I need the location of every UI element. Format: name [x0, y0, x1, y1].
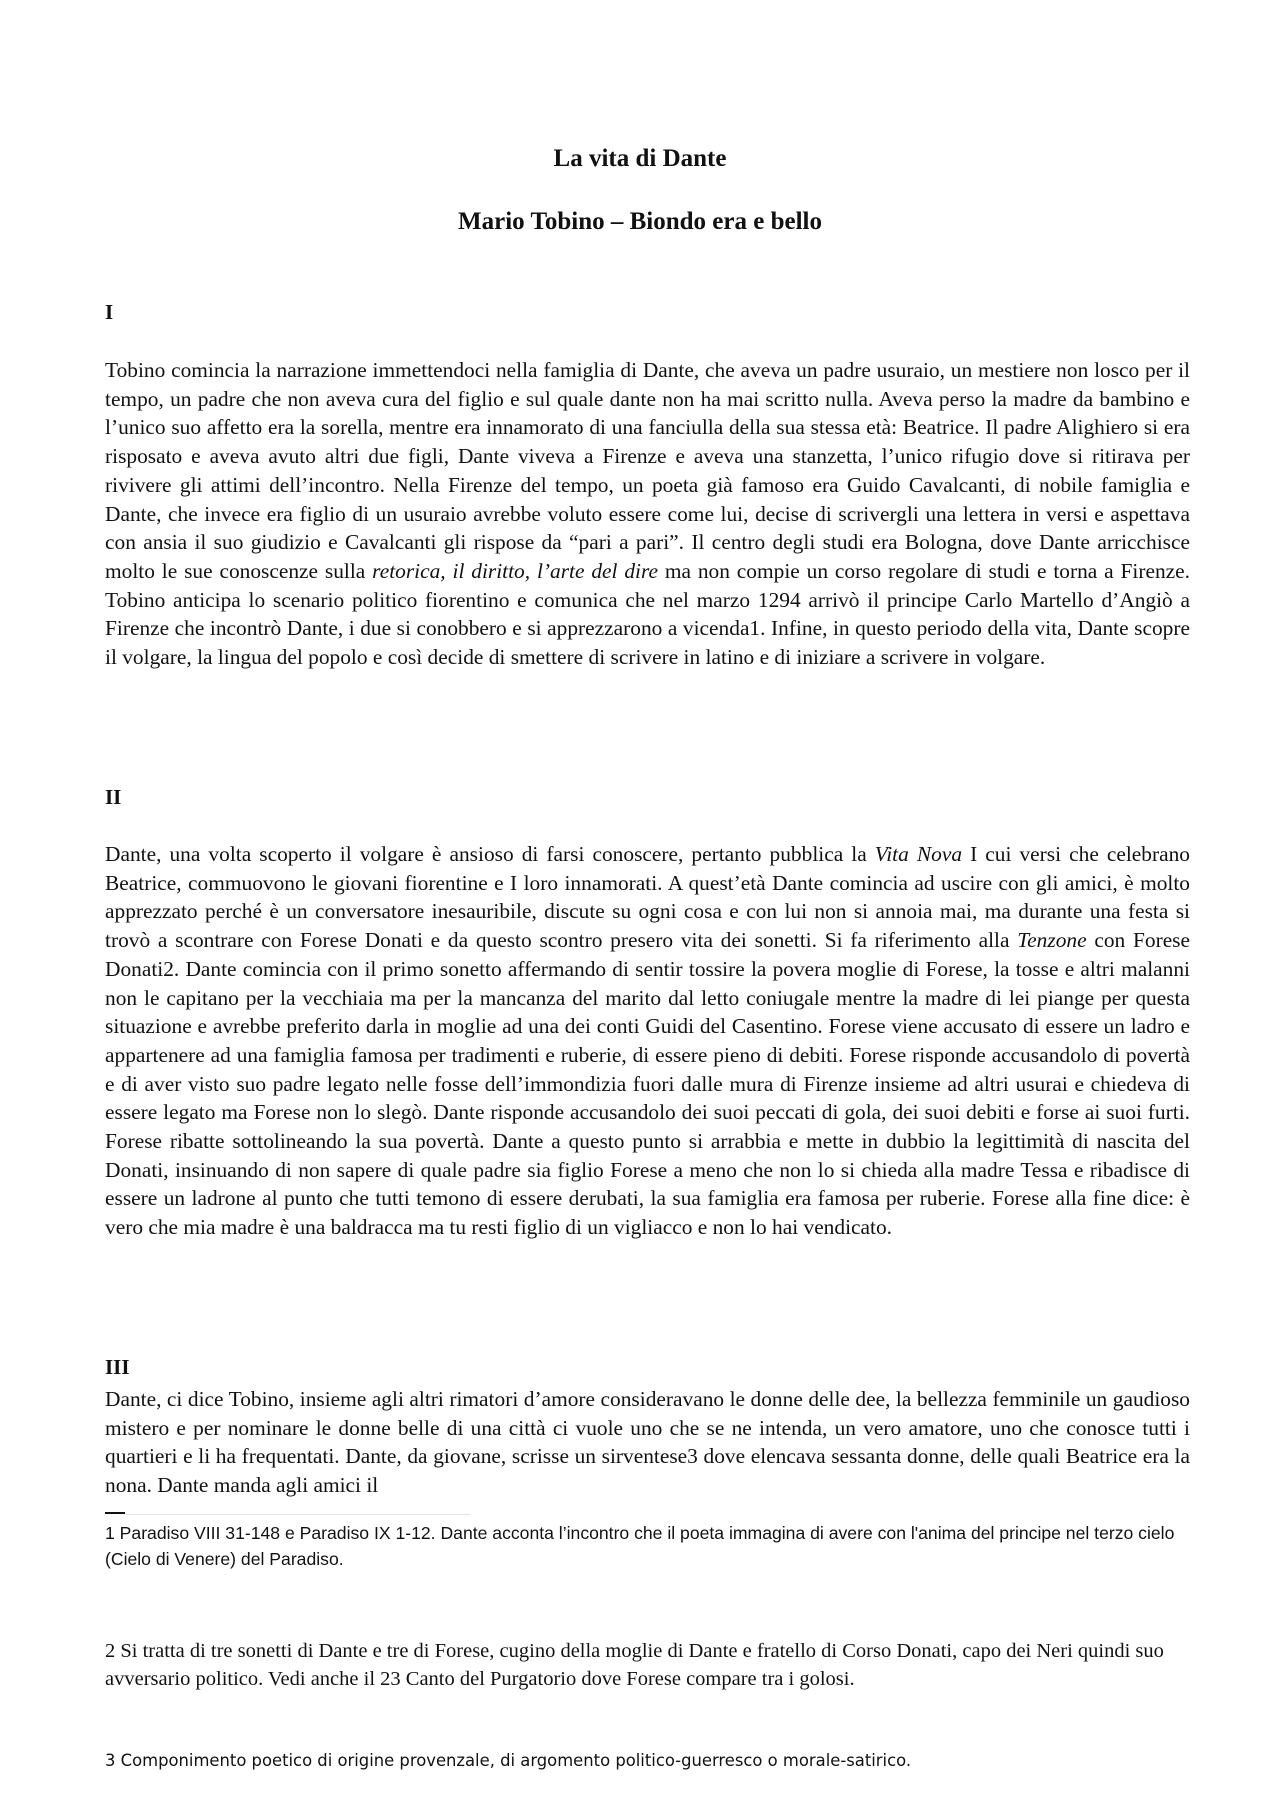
paragraph-text: Dante, una volta scoperto il volgare è ansioso di farsi conoscere, pertanto pubblica la	[105, 842, 875, 866]
footnote-2: 2 Si tratta di tre sonetti di Dante e tre di Forese, cugino della moglie di Dante e fratello di Corso Donati, capo dei Neri quindi suo avversario politico. Vedi anche il 23 Canto del Purgatorio dove Forese compare tra i golosi.	[105, 1640, 1164, 1690]
section-heading-1: I	[105, 300, 114, 324]
paragraph-text: I cui versi che celebrano Beatrice, commuovono le giovani fiorentine e I loro innamorati. A quest’età Dante comincia ad uscire con gli amici, è molto apprezzato perché è un conversatore inesauribile, discute su ogni cosa e con lui non si annoia mai, ma durante una festa si trovò a scontrare con Forese Donati e da questo scontro presero vita dei sonetti. Si fa riferimento alla	[105, 842, 1190, 953]
italic-text: retorica, il diritto, l’arte del dire	[372, 558, 658, 583]
section-heading-2: II	[105, 785, 122, 809]
section-3-paragraph	[105, 1385, 1190, 1500]
section-2-paragraph	[105, 840, 1190, 1242]
paragraph-text: Dante, ci dice Tobino, insieme agli altri rimatori d’amore consideravano le donne delle dee, la bellezza femminile un gaudioso mistero e per nominare le donne belle di una città ci vuole uno che se ne intenda, un vero amatore, uno che conosce tutti i quartieri e li ha frequentati. Dante, da giovane, scrisse un sirventese3 dove elencava sessanta donne, delle quali Beatrice era la nona. Dante manda agli amici il	[105, 1387, 1190, 1498]
paragraph-text: Tobino comincia la narrazione immettendoci nella famiglia di Dante, che aveva un padre usuraio, un mestiere non losco per il tempo, un padre che non aveva cura del figlio e sul quale dante non ha mai scritto nulla. Aveva perso la madre da bambino e l’unico suo affetto era la sorella, mentre era innamorato di una fanciulla della sua stessa età: Beatrice. Il padre Alighiero si era risposato e aveva avuto altri due figli, Dante viveva a Firenze e aveva una stanzetta, l’unico rifugio dove si ritirava per rivivere gli attimi dell’incontro. Nella Firenze del tempo, un poeta già famoso era Guido Cavalcanti, di nobile famiglia e Dante, che invece era figlio di un usuraio avrebbe voluto essere come lui, decise di scrivergli una lettera in versi e aspettava con ansia il suo giudizio e Cavalcanti gli rispose da “pari a pari”. Il centro degli studi era Bologna, dove Dante arricchisce molto le sue conoscenze sulla	[105, 358, 1190, 583]
footnote-separator	[105, 1512, 125, 1514]
paragraph-text: ma non compie un corso regolare di studi e torna a Firenze. Tobino anticipa lo scenario politico fiorentino e comunica che nel marzo 1294 arrivò il principe Carlo Martello d’Angiò a Firenze che incontrò Dante, i due si conobbero e si apprezzarono a vicenda1. Infine, in questo periodo della vita, Dante scopre il volgare, la lingua del popolo e così decide di smettere di scrivere in latino e di iniziare a scrivere in volgare.	[105, 558, 1190, 670]
section-1-paragraph	[105, 356, 1190, 672]
document-subtitle: Mario Tobino – Biondo era e bello	[458, 208, 822, 235]
italic-text: Tenzone	[1017, 928, 1087, 953]
paragraph-text: con Forese Donati2. Dante comincia con il primo sonetto affermando di sentir tossire la povera moglie di Forese, la tosse e altri malanni non le capitano per la vecchiaia ma per la mancanza del marito dal letto coniugale mentre la madre di lei piange per questa situazione e avrebbe preferito darla in moglie ad una dei conti Guidi del Casentino. Forese viene accusato di essere un ladro e appartenere ad una famiglia famosa per tradimenti e ruberie, di essere pieno di debiti. Forese risponde accusandolo di povertà e di aver visto suo padre legato nelle fosse dell’immondizia fuori dalle mura di Firenze insieme ad altri usurai e chiedeva di essere legato ma Forese non lo slegò. Dante risponde accusandolo dei suoi peccati di gola, dei suoi debiti e forse ai suoi furti. Forese ribatte sottolineando la sua povertà. Dante a questo punto si arrabbia e mette in dubbio la legittimità di nascita del Donati, insinuando di non sapere di quale padre sia figlio Forese a meno che non lo si chieda alla madre Tessa e ribadisce di essere un ladrone al punto che tutti temono di essere derubati, la sua famiglia era famosa per ruberie. Forese alla fine dice: è vero che mia madre è una baldracca ma tu resti figlio di un vigliacco e non lo hai vendicato.	[105, 928, 1191, 1240]
italic-text: Vita Nova	[874, 842, 963, 866]
footnote-1: 1 Paradiso VIII 31-148 e Paradiso IX 1-12. Dante acconta l’incontro che il poeta immagina di avere con l'anima del principe nel terzo cielo (Cielo di Venere) del Paradiso.	[105, 1523, 1175, 1569]
section-heading-3: III	[105, 1355, 130, 1379]
footnote-3: 3 Componimento poetico di origine provenzale, di argomento politico-guerresco o morale-satirico.	[105, 1751, 912, 1770]
document-title: La vita di Dante	[553, 145, 727, 172]
footnote-separator-line	[125, 1514, 470, 1515]
